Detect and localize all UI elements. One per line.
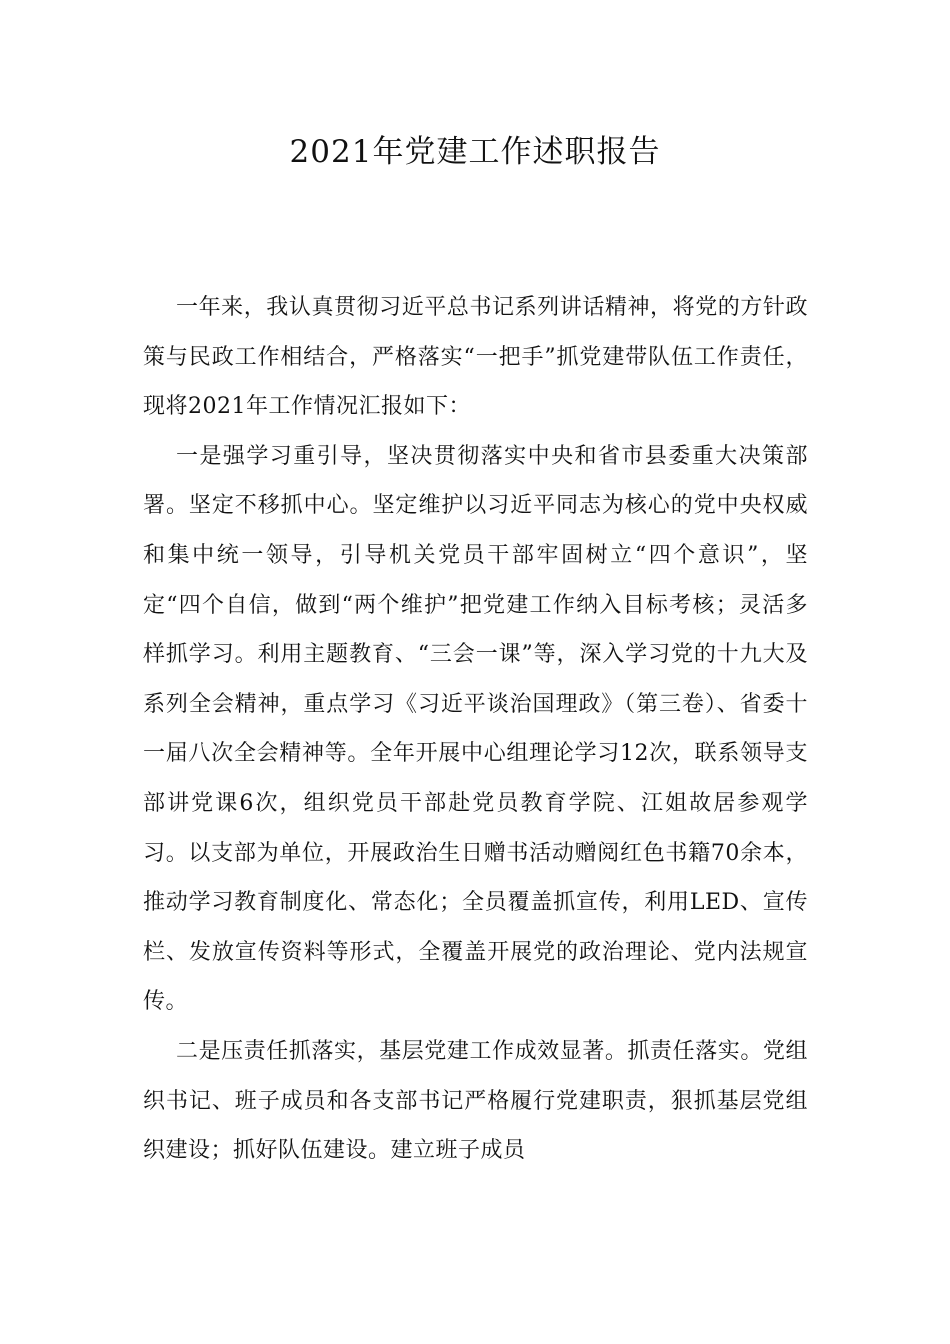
paragraph-responsibility: 二是压责任抓落实，基层党建工作成效显著。抓责任落实。党组织书记、班子成员和各支部书记严格履行党建职责，狠抓基层党组织建设；抓好队伍建设。建立班子成员: [143, 1038, 808, 1164]
paragraph-intro: 一年来，我认真贯彻习近平总书记系列讲话精神，将党的方针政策与民政工作相结合，严格落实“一把手”抓党建带队伍工作责任，现将2021年工作情况汇报如下：: [143, 295, 808, 420]
document-title: 2021年党建工作述职报告: [289, 134, 661, 170]
paragraph-study-guidance: 一是强学习重引导，坚决贯彻落实中央和省市县委重大决策部署。坚定不移抓中心。坚定维护以习近平同志为核心的党中央权威和集中统一领导，引导机关党员干部牢固树立“四个意识”，坚定“四个自信，做到“两个维护”把党建工作纳入目标考核；灵活多样抓学习。利用主题教育、“三会一课”等，深入学习党的十九大及系列全会精神，重点学习《习近平谈治国理政》（第三卷）、省委十一届八次全会精神等。全年开展中心组理论学习12次，联系领导支部讲党课6次，组织党员干部赴党员教育学院、江姐故居参观学习。以支部为单位，开展政治生日赠书活动赠阅红色书籍70余本，推动学习教育制度化、常态化；全员覆盖抓宣传，利用LED、宣传栏、发放宣传资料等形式，全覆盖开展党的政治理论、党内法规宣传。: [143, 443, 808, 1015]
document-body: [143, 283, 808, 1176]
